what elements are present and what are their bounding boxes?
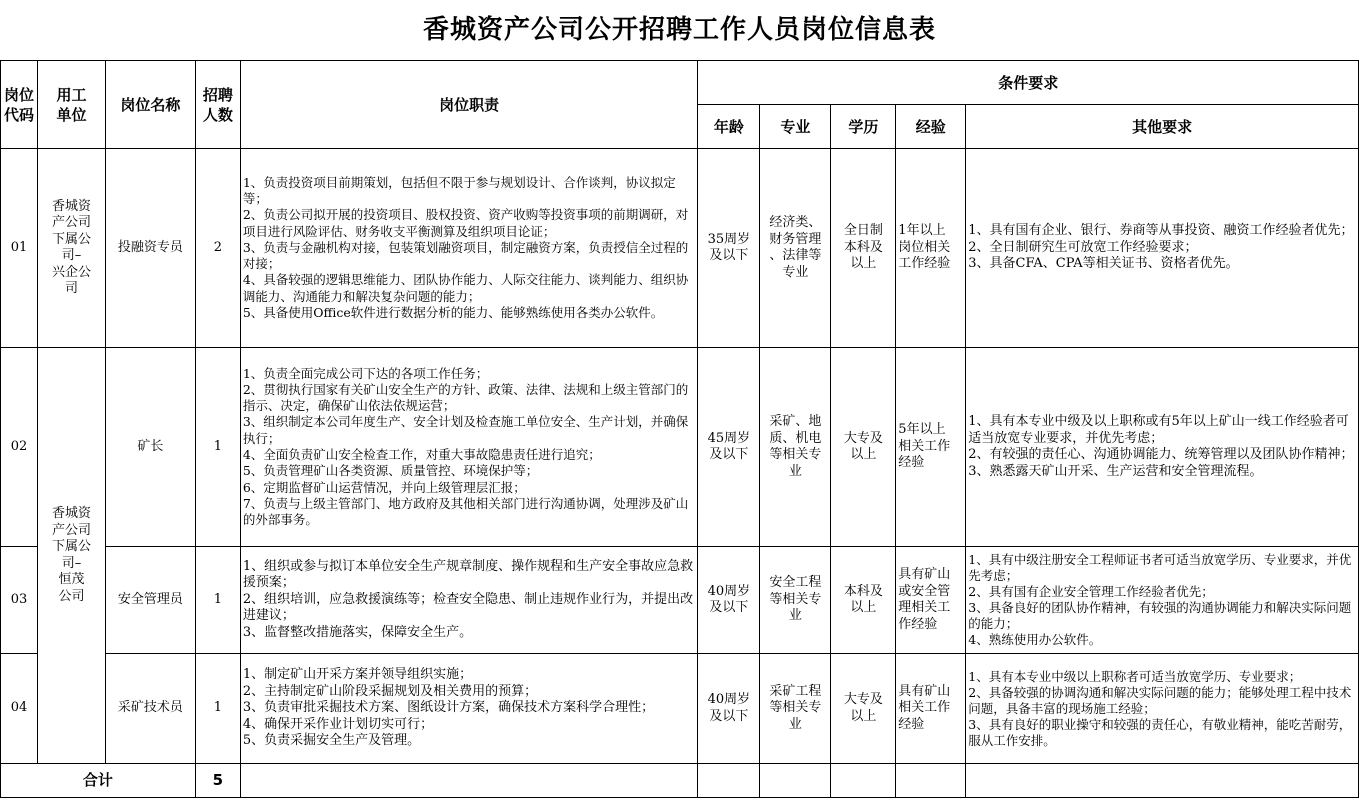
header-row-1 (1, 61, 1359, 105)
job-duties: 1、制定矿山开采方案并领导组织实施； 2、主持制定矿山阶段采掘规划及相关费用的预算； 3、负责审批采掘技术方案、图纸设计方案，确保技术方案科学合理性； 4、确保开采作业计划切实可行； 5、负责采掘安全生产及管理。 (240, 654, 698, 764)
header-other: 其他要求 (966, 105, 1359, 149)
job-duties: 1、负责投资项目前期策划，包括但不限于参与规划设计、合作谈判，协议拟定等； 2、负责公司拟开展的投资项目、股权投资、资产收购等投资事项的前期调研，对项目进行风险评估、财务收支平衡测算及组织项目论证； 3、负责与金融机构对接，包装策划融资项目，制定融资方案，负责授信全过程的对接； 4、具备较强的逻辑思维能力、团队协作能力、人际交往能力、谈判能力、组织协调能力、沟通能力和解决复杂问题的能力； 5、具备使用Office软件进行数据分析的能力、能够熟练使用各类办公软件。 (240, 149, 698, 348)
total-value: 5 (195, 764, 240, 798)
header-code: 岗位 代码 (1, 61, 38, 149)
empty-cell (831, 764, 896, 798)
age-requirement: 35周岁 及以下 (698, 149, 760, 348)
major-requirement: 经济类、 财务管理 、法律等 专业 (760, 149, 831, 348)
other-requirements: 1、具有本专业中级以上职称者可适当放宽学历、专业要求； 2、具备较强的协调沟通和解决实际问题的能力；能够处理工程中技术问题，具备丰富的现场施工经验； 3、具有良好的职业操守和较强的责任心，有敬业精神，能吃苦耐劳，服从工作安排。 (966, 654, 1359, 764)
hire-count: 1 (195, 654, 240, 764)
recruitment-table (0, 60, 1359, 798)
hire-count: 1 (195, 547, 240, 654)
header-count: 招聘 人数 (195, 61, 240, 149)
header-major: 专业 (760, 105, 831, 149)
empty-cell (966, 764, 1359, 798)
position-name: 矿长 (105, 348, 195, 547)
table-row (1, 547, 1359, 654)
empty-cell (698, 764, 760, 798)
education-requirement: 大专及 以上 (831, 654, 896, 764)
position-code: 01 (1, 149, 38, 348)
total-row (1, 764, 1359, 798)
major-requirement: 采矿工程 等相关专 业 (760, 654, 831, 764)
other-requirements: 1、具有本专业中级及以上职称或有5年以上矿山一线工作经验者可适当放宽专业要求，并优先考虑； 2、有较强的责任心、沟通协调能力、统筹管理以及团队协作精神； 3、熟悉露天矿山开采、生产运营和安全管理流程。 (966, 348, 1359, 547)
education-requirement: 本科及 以上 (831, 547, 896, 654)
table-row (1, 149, 1359, 348)
job-duties: 1、组织或参与拟订本单位安全生产规章制度、操作规程和生产安全事故应急救援预案； 2、组织培训，应急救援演练等；检查安全隐患、制止违规作业行为，并提出改进建议； 3、监督整改措施落实，保障安全生产。 (240, 547, 698, 654)
position-name: 投融资专员 (105, 149, 195, 348)
empty-cell (760, 764, 831, 798)
employer-unit: 香城资 产公司 下属公 司– 兴企公 司 (37, 149, 105, 348)
other-requirements: 1、具有中级注册安全工程师证书者可适当放宽学历、专业要求，并优先考虑； 2、具有国有企业安全管理工作经验者优先； 3、具备良好的团队协作精神，有较强的沟通协调能力和解决实际问题的能力； 4、熟练使用办公软件。 (966, 547, 1359, 654)
total-label: 合计 (1, 764, 196, 798)
age-requirement: 45周岁 及以下 (698, 348, 760, 547)
position-code: 03 (1, 547, 38, 654)
employer-unit: 香城资 产公司 下属公 司– 恒茂 公司 (37, 348, 105, 764)
experience-requirement: 1年以上 岗位相关 工作经验 (896, 149, 966, 348)
education-requirement: 大专及 以上 (831, 348, 896, 547)
header-conditions: 条件要求 (698, 61, 1359, 105)
header-education: 学历 (831, 105, 896, 149)
experience-requirement: 5年以上 相关工作 经验 (896, 348, 966, 547)
empty-cell (896, 764, 966, 798)
position-name: 安全管理员 (105, 547, 195, 654)
other-requirements: 1、具有国有企业、银行、券商等从事投资、融资工作经验者优先； 2、全日制研究生可放宽工作经验要求； 3、具备CFA、CPA等相关证书、资格者优先。 (966, 149, 1359, 348)
empty-cell (240, 764, 698, 798)
hire-count: 2 (195, 149, 240, 348)
age-requirement: 40周岁 及以下 (698, 654, 760, 764)
age-requirement: 40周岁 及以下 (698, 547, 760, 654)
header-unit: 用工 单位 (37, 61, 105, 149)
experience-requirement: 具有矿山 或安全管 理相关工 作经验 (896, 547, 966, 654)
header-age: 年龄 (698, 105, 760, 149)
position-name: 采矿技术员 (105, 654, 195, 764)
header-position: 岗位名称 (105, 61, 195, 149)
education-requirement: 全日制 本科及 以上 (831, 149, 896, 348)
page-title: 香城资产公司公开招聘工作人员岗位信息表 (422, 15, 936, 45)
experience-requirement: 具有矿山 相关工作 经验 (896, 654, 966, 764)
position-code: 02 (1, 348, 38, 547)
position-code: 04 (1, 654, 38, 764)
header-experience: 经验 (896, 105, 966, 149)
major-requirement: 采矿、地 质、机电 等相关专 业 (760, 348, 831, 547)
table-row (1, 654, 1359, 764)
major-requirement: 安全工程 等相关专 业 (760, 547, 831, 654)
header-duties: 岗位职责 (240, 61, 698, 149)
table-row (1, 348, 1359, 547)
hire-count: 1 (195, 348, 240, 547)
job-duties: 1、负责全面完成公司下达的各项工作任务； 2、贯彻执行国家有关矿山安全生产的方针、政策、法律、法规和上级主管部门的指示、决定，确保矿山依法依规运营； 3、组织制定本公司年度生产、安全计划及检查施工单位安全、生产计划，并确保执行； 4、全面负责矿山安全检查工作，对重大事故隐患责任进行追究； 5、负责管理矿山各类资源、质量管控、环境保护等； 6、定期监督矿山运营情况，并向上级管理层汇报； 7、负责与上级主管部门、地方政府及其他相关部门进行沟通协调，处理涉及矿山的外部事务。 (240, 348, 698, 547)
